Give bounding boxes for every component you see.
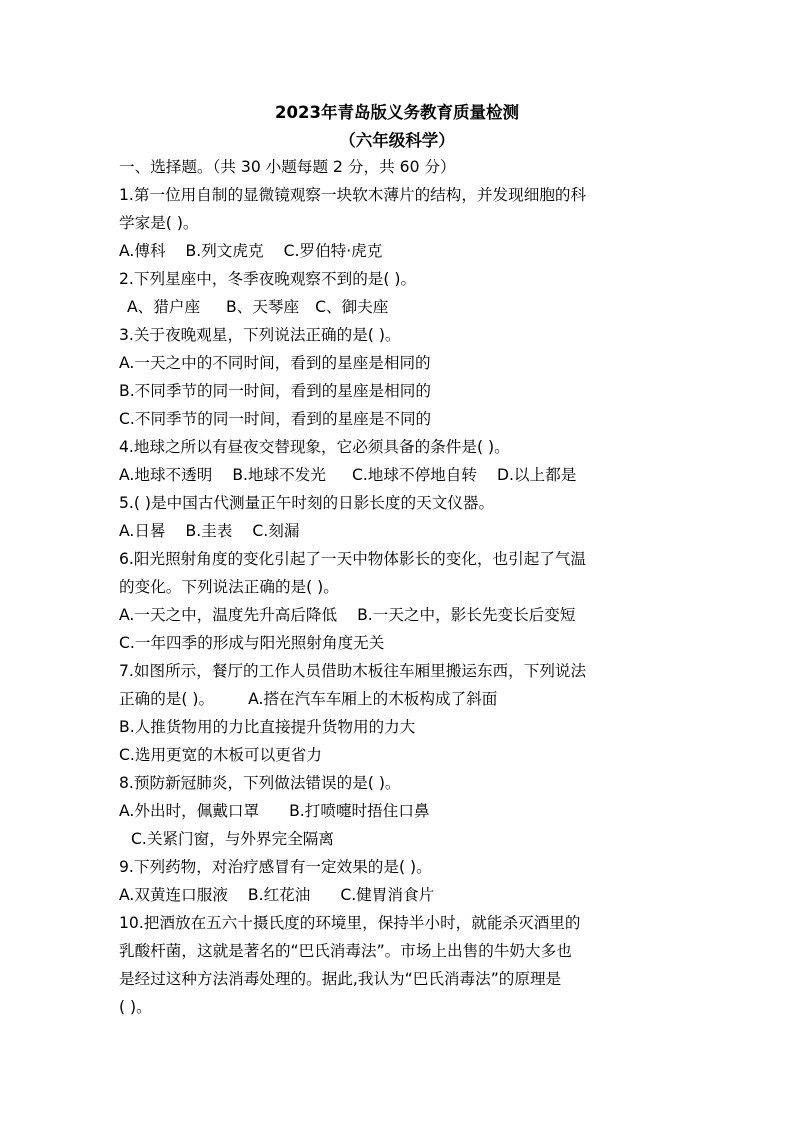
question-7-stem-line1: 7.如图所示，餐厅的工作人员借助木板往车厢里搬运东西，下列说法	[119, 662, 587, 680]
question-10-line1: 10.把酒放在五六十摄氏度的环境里，保持半小时，就能杀灭酒里的	[119, 914, 581, 932]
question-7-stem-line2-and-option-a	[119, 689, 689, 709]
question-3-option-b: B.不同季节的同一时间，看到的星座是相同的	[119, 382, 431, 400]
question-5-stem: 5.( )是中国古代测量正午时刻的日影长度的天文仪器。	[119, 494, 495, 512]
question-6-stem-line2: 的变化。下列说法正确的是( )。	[119, 578, 339, 596]
question-3-option-a: A.一天之中的不同时间，看到的星座是相同的	[119, 354, 431, 372]
question-10-line3: 是经过这种方法消毒处理的。据此,我认为“巴氏消毒法”的原理是	[119, 970, 562, 988]
question-5-option-b: B.圭表	[185, 522, 233, 540]
question-8-options-ab	[119, 801, 689, 821]
exam-title: 2023年青岛版义务教育质量检测	[275, 103, 519, 122]
question-2-options	[127, 297, 697, 317]
question-8-stem: 8.预防新冠肺炎，下列做法错误的是( )。	[119, 774, 401, 792]
question-1-option-a: A.傅科	[119, 242, 166, 260]
question-8-option-c: C.关紧门窗，与外界完全隔离	[131, 830, 334, 848]
question-7-option-b: B.人推货物用的力比直接提升货物用的力大	[119, 718, 416, 736]
question-4-options	[119, 465, 689, 485]
question-3-stem: 3.关于夜晚观星，下列说法正确的是( )。	[119, 326, 401, 344]
question-2-option-c: C、御夫座	[315, 298, 389, 316]
question-4-option-b: B.地球不发光	[232, 466, 326, 484]
question-8-option-a: A.外出时，佩戴口罩	[119, 802, 260, 820]
question-6-option-c: C.一年四季的形成与阳光照射角度无关	[119, 634, 385, 652]
question-9-option-c: C.健胃消食片	[340, 886, 435, 904]
question-8-option-b: B.打喷嚏时捂住口鼻	[289, 802, 430, 820]
question-7-stem-line2: 正确的是( )。	[119, 690, 215, 708]
question-9-stem: 9.下列药物，对治疗感冒有一定效果的是( )。	[119, 858, 432, 876]
question-3-option-c: C.不同季节的同一时间，看到的星座是不同的	[119, 410, 432, 428]
question-1-option-c: C.罗伯特·虎克	[283, 242, 383, 260]
question-6-stem-line1: 6.阳光照射角度的变化引起了一天中物体影长的变化，也引起了气温	[119, 550, 587, 568]
question-5-options	[119, 521, 689, 541]
exam-subtitle: （六年级科学）	[339, 131, 455, 150]
question-5-option-c: C.刻漏	[252, 522, 300, 540]
question-2-option-a: A、猎户座	[127, 298, 201, 316]
question-7-option-c: C.选用更宽的木板可以更省力	[119, 746, 322, 764]
question-10-line2: 乳酸杆菌，这就是著名的“巴氏消毒法”。市场上出售的牛奶大多也	[119, 942, 572, 960]
question-6-option-a: A.一天之中，温度先升高后降低	[119, 606, 338, 624]
question-2-option-b: B、天琴座	[226, 298, 300, 316]
question-1-stem-line2: 学家是( )。	[119, 214, 199, 232]
question-1-option-b: B.列文虎克	[185, 242, 264, 260]
question-9-option-b: B.红花油	[247, 886, 311, 904]
question-4-option-d: D.以上都是	[496, 466, 577, 484]
question-1-stem-line1: 1.第一位用自制的显微镜观察一块软木薄片的结构，并发现细胞的科	[119, 186, 587, 204]
question-6-options-ab	[119, 605, 689, 625]
question-9-option-a: A.双黄连口服液	[119, 886, 228, 904]
question-4-option-c: C.地球不停地自转	[351, 466, 477, 484]
question-10-line4: ( )。	[119, 998, 152, 1016]
question-4-option-a: A.地球不透明	[119, 466, 213, 484]
question-7-option-a: A.搭在汽车车厢上的木板构成了斜面	[248, 690, 498, 708]
question-1-options	[119, 241, 689, 261]
question-6-option-b: B.一天之中，影长先变长后变短	[357, 606, 576, 624]
section-heading: 一、选择题。（共 30 小题每题 2 分，共 60 分）	[119, 158, 456, 176]
question-9-options	[119, 885, 689, 905]
question-2-stem: 2.下列星座中，冬季夜晚观察不到的是( )。	[119, 270, 417, 288]
question-5-option-a: A.日晷	[119, 522, 166, 540]
question-4-stem: 4.地球之所以有昼夜交替现象，它必须具备的条件是( )。	[119, 438, 510, 456]
